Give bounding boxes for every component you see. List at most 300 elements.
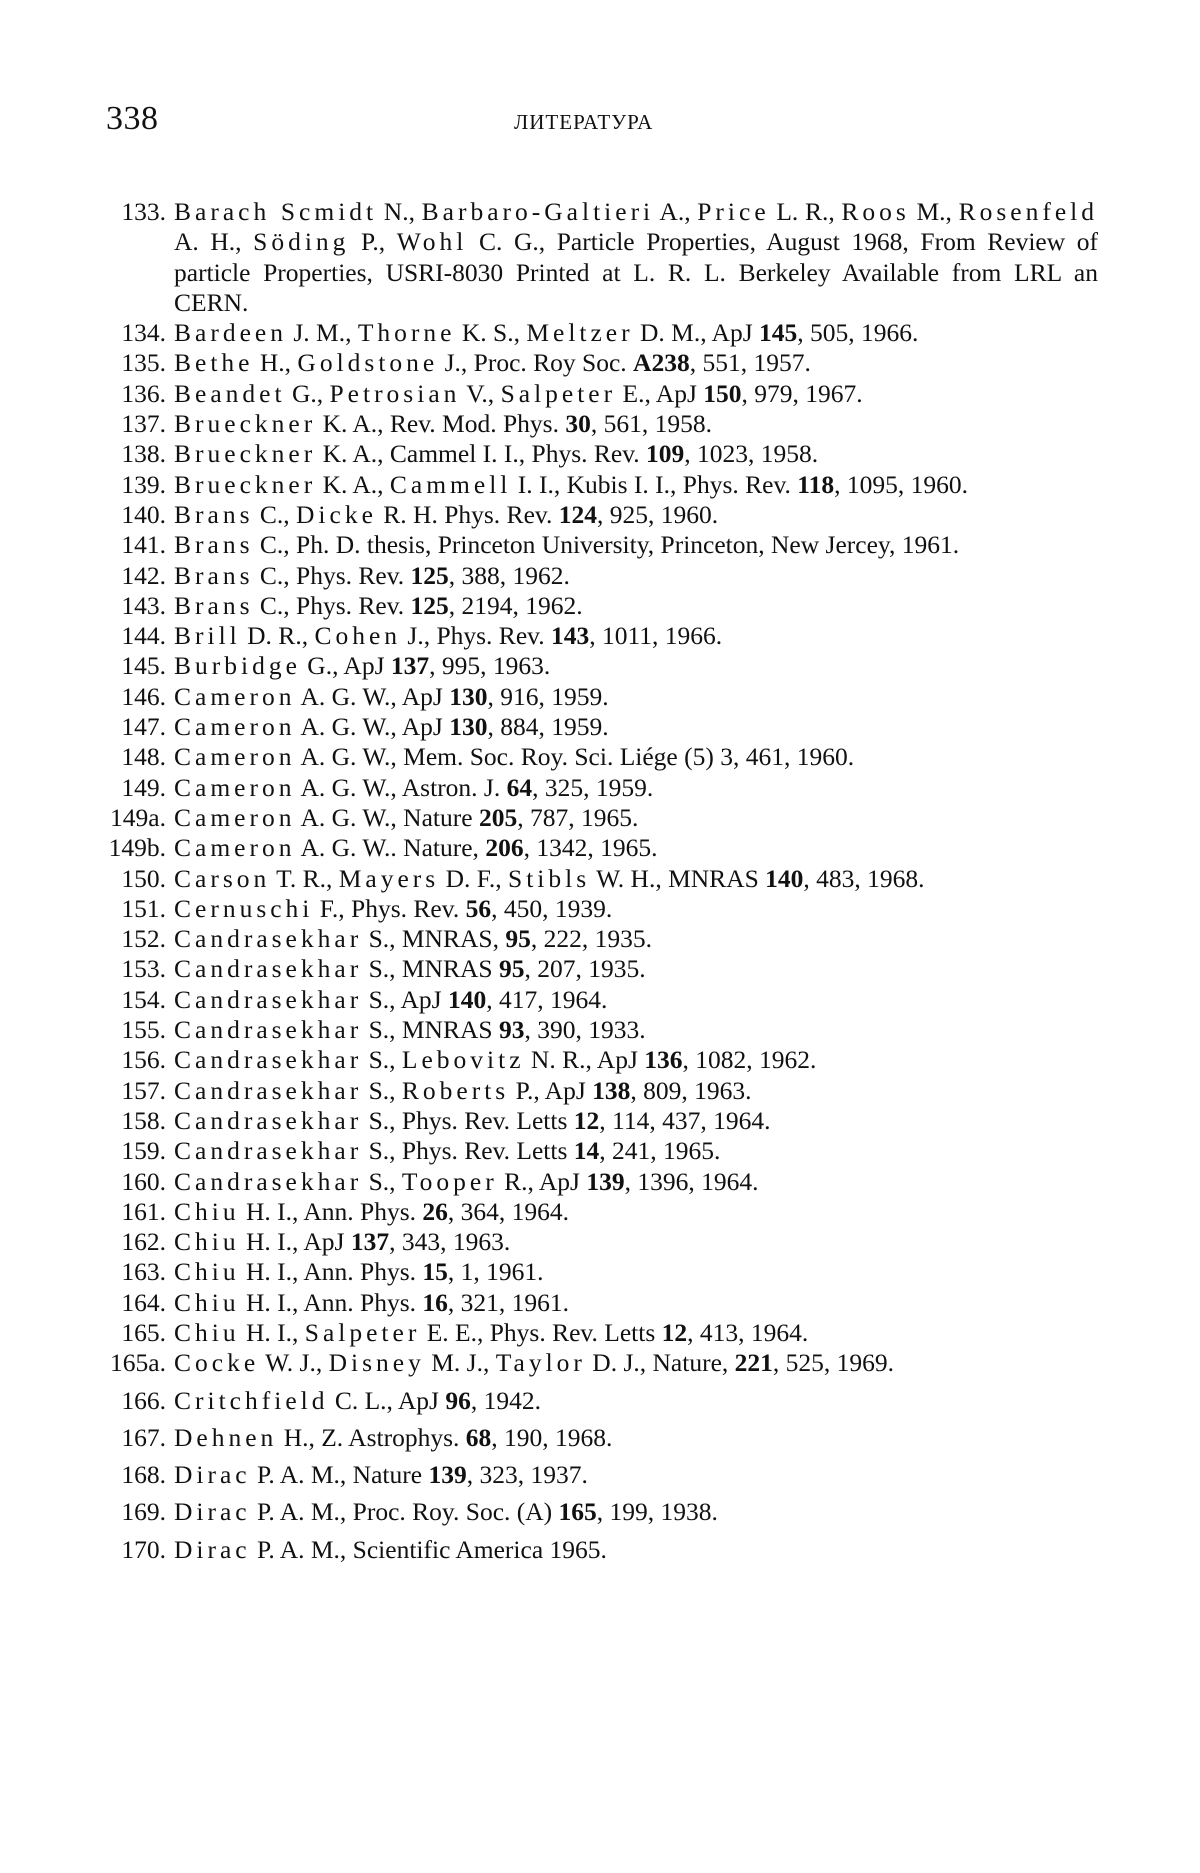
citation-text: S., Phys. Rev. Letts [362,1105,574,1135]
citation-text: , 343, 1963. [389,1227,511,1257]
citation-text: , 1, 1961. [447,1257,544,1287]
reference-number: 139. [121,469,166,499]
volume-number: 14 [573,1136,600,1166]
volume-number: 130 [449,681,488,711]
page-header [106,100,1106,140]
citation-text: E. E., Phys. Rev. Letts [420,1317,662,1347]
author-name: Petrosian [329,378,461,408]
citation-text: K. A., Cammel I. I., Phys. Rev. [316,439,647,469]
author-name: Goldstone [297,348,439,378]
volume-number: 68 [465,1422,492,1452]
citation-text: , 241, 1965. [599,1136,721,1166]
author-name: Cameron [174,833,296,863]
citation-text: C. G., Particle Properties, August 1968, From Review of particle Properties, USRI-8030 Printed at L. R. L. Berkeley Available from LRL an CERN. [174,227,1098,317]
citation-text: W. H., MNRAS [590,863,766,893]
volume-number: 109 [646,439,685,469]
citation-text: A. G. W.. Nature, [295,833,486,863]
reference-text [174,864,1100,894]
citation-text: M. J., [424,1348,496,1378]
author-name: Chiu [174,1196,240,1226]
volume-number: 12 [573,1105,600,1135]
reference-text [174,1535,1100,1565]
volume-number: 95 [498,954,525,984]
citation-text: H. I., ApJ [239,1227,351,1257]
volume-number: 130 [449,712,488,742]
reference-number: 150. [121,863,166,893]
reference-text [174,1197,1100,1227]
reference-number: 159. [121,1136,166,1166]
citation-text: C., Phys. Rev. [253,560,411,590]
volume-number: 165 [558,1497,597,1527]
author-name: Brueckner [174,469,317,499]
citation-text: , 1342, 1965. [523,833,658,863]
reference-text [174,773,1100,803]
reference-text [174,561,1100,591]
reference-number: 137. [121,409,166,439]
reference-number: 166. [121,1385,166,1415]
author-name: Chiu [174,1257,240,1287]
reference-number: 148. [121,742,166,772]
reference-number: 162. [121,1227,166,1257]
reference-number: 167. [121,1422,166,1452]
citation-text: , 390, 1933. [524,1015,646,1045]
volume-number: 125 [410,590,449,620]
volume-number: 118 [797,469,835,499]
reference-item [100,712,1100,742]
author-name: Brueckner [174,439,317,469]
author-name: Carson [174,863,271,893]
reference-text [174,803,1100,833]
author-name: Rosenfeld [958,197,1098,226]
reference-number: 151. [121,893,166,923]
volume-number: 95 [505,924,531,954]
citation-text: , 809, 1963. [630,1075,752,1105]
author-name: Critchfield [174,1385,329,1415]
reference-item [100,561,1100,591]
author-name: Bethe [174,348,254,378]
author-name: Wohl [396,227,468,257]
reference-item [100,803,1100,833]
citation-text: , 199, 1938. [596,1497,718,1527]
citation-text: N., [377,197,422,226]
reference-item [100,1015,1100,1045]
reference-item [100,591,1100,621]
reference-text [174,197,1100,318]
volume-number: 136 [644,1045,683,1075]
reference-item [100,348,1100,378]
volume-number: 16 [422,1287,448,1317]
reference-item [100,439,1100,469]
citation-text: , 551, 1957. [689,348,811,378]
citation-text: S., MNRAS, [362,924,506,954]
reference-item [100,379,1100,409]
volume-number: 221 [734,1348,773,1378]
reference-number: 143. [121,590,166,620]
author-name: Dicke [296,499,377,529]
volume-number: 26 [422,1196,448,1226]
citation-text: S., MNRAS [362,954,499,984]
citation-text: K. A., [316,469,390,499]
reference-item [100,1227,1100,1257]
reference-item [100,530,1100,560]
reference-text [174,1106,1100,1136]
citation-text: , 321, 1961. [447,1287,569,1317]
author-name: Price [697,197,770,226]
author-name: Cameron [174,802,296,832]
reference-number: 161. [121,1196,166,1226]
reference-number: 155. [121,1015,166,1045]
reference-item [100,924,1100,954]
citation-text: , 413, 1964. [687,1317,809,1347]
author-name: Candrasekhar [174,1136,363,1166]
author-name: Cameron [174,681,296,711]
author-name: Dirac [174,1460,251,1490]
author-name: Brans [174,499,254,529]
reference-number: 158. [121,1105,166,1135]
volume-number: 30 [565,409,591,439]
reference-number: 135. [121,348,166,378]
volume-number: 15 [422,1257,448,1287]
reference-text [174,651,1100,681]
author-name: Cammell [389,469,512,499]
author-name: Cohen [314,621,402,651]
volume-number: 143 [550,621,590,651]
reference-number: 136. [121,378,166,408]
reference-number: 134. [121,318,166,348]
citation-text: D. M., ApJ [633,318,760,348]
author-name: Tooper [401,1166,498,1196]
reference-text [174,500,1100,530]
author-name: Cocke [174,1348,260,1378]
citation-text: , 995, 1963. [429,651,551,681]
reference-text [174,1045,1100,1075]
citation-text: , 979, 1967. [741,378,863,408]
volume-number: 125 [410,560,449,590]
author-name: Chiu [174,1227,240,1257]
citation-text: , 925, 1960. [596,499,719,529]
reference-text [174,379,1100,409]
citation-text: , 1942. [470,1385,541,1415]
reference-item [100,1045,1100,1075]
citation-text: J. M., [286,318,358,348]
reference-number: 149. [121,772,166,802]
citation-text: , 1023, 1958. [684,439,819,469]
reference-number: 141. [121,530,166,560]
volume-number: 139 [428,1460,467,1490]
author-name: Roberts [401,1075,510,1105]
citation-text: A. G. W., Mem. Soc. Roy. Sci. Liége (5) 3, 461, 1960. [295,742,855,772]
citation-text: S., [362,1075,402,1105]
citation-text: N. R., ApJ [524,1045,645,1075]
citation-text: D. J., Nature, [585,1348,735,1378]
reference-text [174,1497,1100,1527]
citation-text: , 450, 1939. [491,893,613,923]
reference-item [100,409,1100,439]
author-name: Taylor [495,1348,586,1378]
author-name: Meltzer [526,318,634,348]
reference-text [174,1288,1100,1318]
reference-text [174,348,1100,378]
reference-text [174,1460,1100,1490]
reference-item [100,894,1100,924]
reference-text [174,954,1100,984]
author-name: Salpeter [500,378,617,408]
citation-text: , 505, 1966. [797,318,919,348]
citation-text: , 561, 1958. [590,409,712,439]
citation-text: , 323, 1937. [466,1460,588,1490]
volume-number: 145 [759,318,798,348]
reference-text [174,742,1100,772]
citation-text: P. A. M., Proc. Roy. Soc. (A) [250,1497,559,1527]
reference-text [174,924,1100,954]
citation-text: C., Phys. Rev. [253,590,411,620]
author-name: Candrasekhar [174,1105,363,1135]
author-name: Candrasekhar [174,1075,363,1105]
reference-item [100,1288,1100,1318]
author-name: Cameron [174,712,296,742]
volume-number: 206 [485,833,524,863]
reference-number: 146. [121,681,166,711]
reference-number: 156. [121,1045,166,1075]
author-name: Dehnen [174,1422,278,1452]
reference-text [174,1076,1100,1106]
reference-text [174,318,1100,348]
reference-number: 149b. [108,833,166,863]
reference-number: 154. [121,984,166,1014]
citation-text: , 2194, 1962. [448,590,583,620]
page-number: 338 [106,100,159,137]
citation-text: , 325, 1959. [532,772,654,802]
volume-number: 150 [703,378,742,408]
citation-text: , 364, 1964. [447,1196,569,1226]
author-name: Dirac [174,1497,251,1527]
citation-text: A. G. W., Nature [295,802,479,832]
citation-text: H., [253,348,298,378]
reference-number: 169. [121,1497,166,1527]
citation-text: T. R., [270,863,339,893]
citation-text: D. F., [439,863,509,893]
running-title: ЛИТЕРАТУРА [514,110,654,134]
author-name: Candrasekhar [174,924,363,954]
reference-item [100,1167,1100,1197]
reference-item [100,197,1100,318]
reference-text [174,1348,1100,1378]
citation-text: W. J., [259,1348,329,1378]
volume-number: 137 [350,1227,390,1257]
author-name: Cameron [174,772,296,802]
citation-text: H. I., Ann. Phys. [239,1257,423,1287]
volume-number: 205 [478,802,518,832]
volume-number: 140 [765,863,804,893]
citation-text: J., Phys. Rev. [401,621,551,651]
reference-number: 160. [121,1166,166,1196]
volume-number: 12 [661,1317,688,1347]
author-name: Candrasekhar [174,984,363,1014]
volume-number: 140 [447,984,487,1014]
citation-text: G., [285,378,330,408]
citation-text: , 1095, 1960. [834,469,969,499]
author-name: Brueckner [174,409,317,439]
reference-item [100,1497,1100,1527]
citation-text: R. H. Phys. Rev. [376,499,559,529]
citation-text: J., Proc. Roy Soc. [438,348,634,378]
author-name: Disney [328,1348,425,1378]
author-name: Chiu [174,1317,240,1347]
author-name: Brans [174,560,254,590]
reference-list [100,197,1100,1565]
citation-text: , 417, 1964. [486,984,608,1014]
reference-item [100,470,1100,500]
author-name: Candrasekhar [174,954,363,984]
reference-item [100,1460,1100,1490]
citation-text: A. H., [174,227,254,257]
citation-text: M., [909,197,959,226]
reference-item [100,1257,1100,1287]
reference-text [174,985,1100,1015]
author-name: Bardeen [174,318,287,348]
citation-text: L. R., [769,197,842,226]
author-name: Stibls [508,863,591,893]
citation-text: , 884, 1959. [487,712,609,742]
citation-text: H. I., Ann. Phys. [239,1287,423,1317]
citation-text: A., [654,197,698,226]
reference-text [174,1227,1100,1257]
reference-item [100,318,1100,348]
citation-text: R., ApJ [497,1166,587,1196]
reference-number: 138. [121,439,166,469]
reference-number: 147. [121,712,166,742]
citation-text: , 916, 1959. [487,681,609,711]
volume-number: 96 [445,1385,471,1415]
citation-text: S., MNRAS [362,1015,499,1045]
author-name: Brill [174,621,241,651]
author-name: Brans [174,530,254,560]
reference-item [100,1197,1100,1227]
volume-number: 138 [592,1075,631,1105]
citation-text: , 190, 1968. [491,1422,613,1452]
reference-number: 165a. [110,1348,166,1378]
citation-text: , 207, 1935. [524,954,646,984]
citation-text: S., [362,1045,402,1075]
volume-number: 137 [390,651,430,681]
author-name: Mayers [338,863,440,893]
citation-text: F., Phys. Rev. [313,893,466,923]
reference-item [100,742,1100,772]
citation-text: A. G. W., ApJ [295,712,450,742]
reference-item [100,1348,1100,1378]
volume-number: 139 [586,1166,625,1196]
citation-text: P., [349,227,397,257]
reference-item [100,954,1100,984]
author-name: Dirac [174,1534,251,1564]
author-name: Candrasekhar [174,1045,363,1075]
reference-text [174,591,1100,621]
citation-text: A. G. W., ApJ [295,681,450,711]
reference-item [100,1318,1100,1348]
reference-item [100,1423,1100,1453]
reference-item [100,833,1100,863]
reference-item [100,773,1100,803]
reference-item [100,1136,1100,1166]
citation-text: , 114, 437, 1964. [599,1105,771,1135]
author-name: Roos [841,197,910,226]
author-name: Burbidge [174,651,301,681]
reference-text [174,1318,1100,1348]
reference-item [100,985,1100,1015]
reference-text [174,1257,1100,1287]
reference-text [174,712,1100,742]
citation-text: P. A. M., Scientific America 1965. [250,1534,607,1564]
reference-number: 168. [121,1460,166,1490]
reference-number: 163. [121,1257,166,1287]
citation-text: H., Z. Astrophys. [277,1422,466,1452]
citation-text: C., [253,499,297,529]
reference-number: 145. [121,651,166,681]
citation-text: , 525, 1969. [772,1348,895,1378]
volume-number: 64 [506,772,533,802]
author-name: Beandet [174,378,286,408]
author-name: Salpeter [304,1317,421,1347]
reference-item [100,864,1100,894]
reference-text [174,621,1100,651]
volume-number: A238 [633,348,690,378]
reference-item [100,651,1100,681]
citation-text: V., [460,378,501,408]
reference-text [174,894,1100,924]
citation-text: P. A. M., Nature [250,1460,429,1490]
volume-number: 93 [498,1015,525,1045]
citation-text: K. A., Rev. Mod. Phys. [316,409,566,439]
reference-text [174,1015,1100,1045]
reference-item [100,500,1100,530]
reference-text [174,1423,1100,1453]
reference-text [174,682,1100,712]
citation-text: P., ApJ [509,1075,593,1105]
citation-text: A. G. W., Astron. J. [295,772,507,802]
reference-number: 133. [121,197,166,226]
citation-text: , 1011, 1966. [589,621,723,651]
citation-text: D. R., [240,621,315,651]
citation-text: G., ApJ [300,651,391,681]
author-name: Candrasekhar [174,1166,363,1196]
reference-text [174,1167,1100,1197]
reference-item [100,621,1100,651]
reference-item [100,1386,1100,1416]
reference-text [174,1386,1100,1416]
citation-text: , 1396, 1964. [624,1166,759,1196]
volume-number: 56 [465,893,492,923]
reference-number: 149a. [110,802,166,832]
citation-text: S., Phys. Rev. Letts [362,1136,574,1166]
author-name: Chiu [174,1287,240,1317]
citation-text: I. I., Kubis I. I., Phys. Rev. [511,469,798,499]
author-name: Söding [253,227,350,257]
reference-item [100,1076,1100,1106]
citation-text: , 388, 1962. [448,560,570,590]
citation-text: , 483, 1968. [803,863,925,893]
reference-item [100,1535,1100,1565]
reference-text [174,833,1100,863]
reference-number: 142. [121,560,166,590]
citation-text: H. I., Ann. Phys. [239,1196,423,1226]
citation-text: S., [362,1166,402,1196]
reference-number: 157. [121,1075,166,1105]
author-name: Thorne [357,318,456,348]
author-name: Cameron [174,742,296,772]
reference-number: 140. [121,499,166,529]
author-name: Brans [174,590,254,620]
author-name: Candrasekhar [174,1015,363,1045]
